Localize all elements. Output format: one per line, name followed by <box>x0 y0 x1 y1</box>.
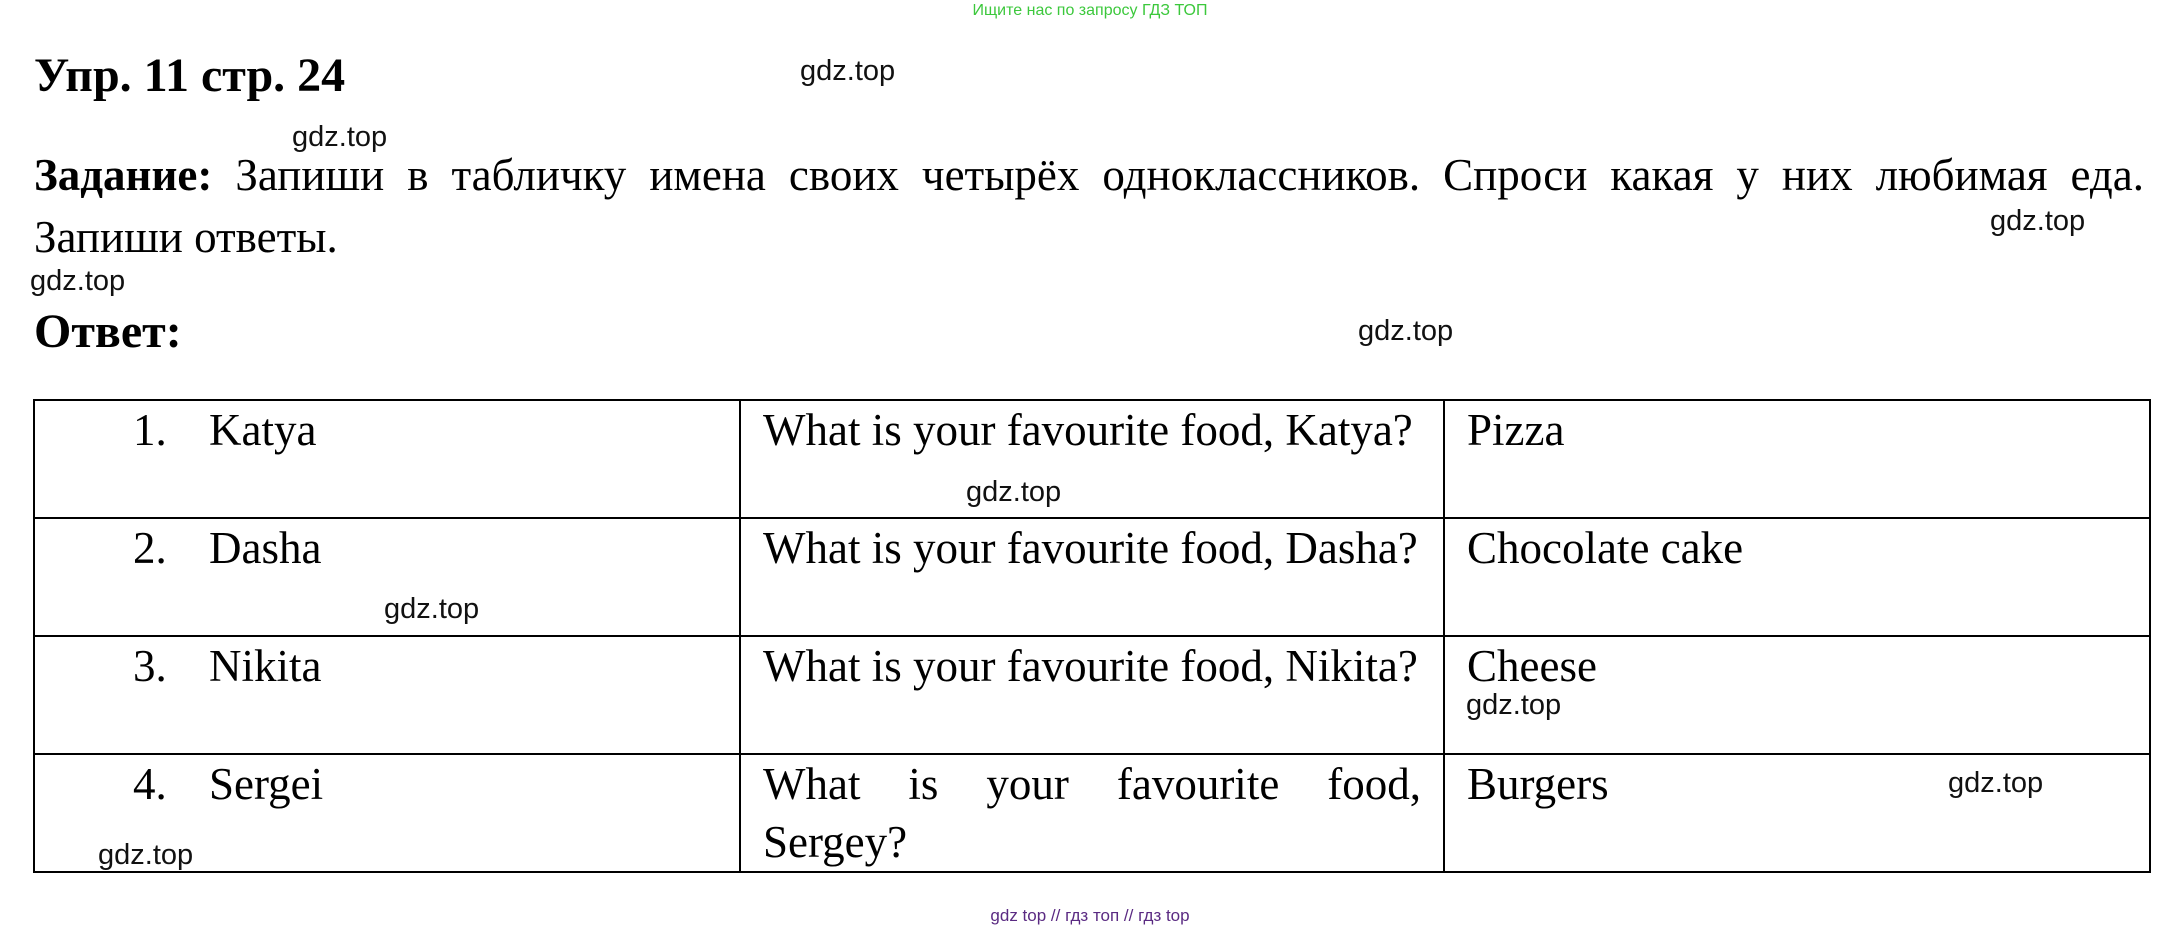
top-banner: Ищите нас по запросу ГДЗ ТОП <box>972 2 1208 19</box>
answer-table <box>33 399 2151 873</box>
watermark: gdz.top <box>800 55 896 87</box>
exercise-title: Упр. 11 стр. 24 <box>34 49 346 102</box>
footer-links: gdz top // гдз топ // гдз top <box>990 906 1190 925</box>
question-cell: What is your favourite food, Dasha? <box>740 518 1444 636</box>
table-row <box>34 636 2150 754</box>
question-cell: What is your favourite food, Katya? <box>740 400 1444 518</box>
table-row <box>34 400 2150 518</box>
row-number: 2. <box>133 523 167 573</box>
reply-cell: Pizza <box>1444 400 2150 518</box>
watermark: gdz.top <box>1948 767 2044 799</box>
watermark: gdz.top <box>292 121 388 153</box>
watermark: gdz.top <box>384 593 480 625</box>
watermark: gdz.top <box>966 476 1062 508</box>
classmate-name: Katya <box>209 405 317 455</box>
reply-cell: Burgers <box>1444 754 2150 872</box>
table-row <box>34 754 2150 872</box>
table-row <box>34 518 2150 636</box>
classmate-name: Dasha <box>209 523 322 573</box>
classmate-name: Nikita <box>209 641 322 691</box>
task-label: Задание: <box>34 150 213 200</box>
question-cell: What is your favourite food, Nikita? <box>740 636 1444 754</box>
answer-label: Ответ: <box>34 305 182 358</box>
watermark: gdz.top <box>98 839 194 871</box>
name-cell <box>34 636 740 754</box>
watermark: gdz.top <box>1466 689 1562 721</box>
name-cell <box>34 400 740 518</box>
task-text: Запиши в табличку имена своих четырёх одноклассников. Спроси какая у них любимая еда. Запиши ответы. <box>34 150 2144 262</box>
row-number: 3. <box>133 641 167 691</box>
watermark: gdz.top <box>30 265 126 297</box>
row-number: 4. <box>133 759 167 809</box>
watermark: gdz.top <box>1990 205 2086 237</box>
question-cell: What is your favourite food, Sergey? <box>740 754 1444 872</box>
classmate-name: Sergei <box>209 759 324 809</box>
task-paragraph <box>34 144 2144 268</box>
reply-cell: Chocolate cake <box>1444 518 2150 636</box>
watermark: gdz.top <box>1358 315 1454 347</box>
row-number: 1. <box>133 405 167 455</box>
reply-cell: Cheese <box>1444 636 2150 754</box>
